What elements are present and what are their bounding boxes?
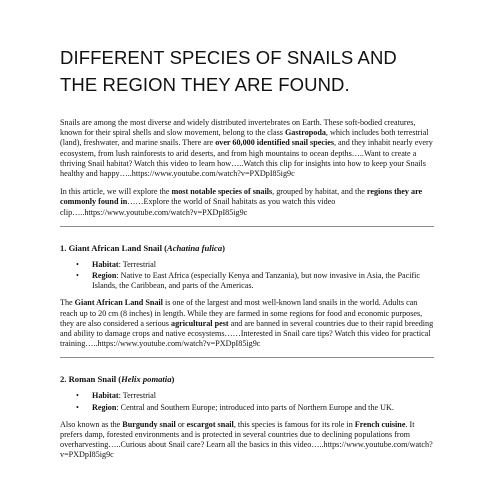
section1-region-value: : Native to East Africa (especially Kenya and Tanzania), but now invasive in Asia, the Pacific Islands, the Caribbean, and parts of the Americas. <box>92 271 421 291</box>
article-paragraph <box>60 187 434 218</box>
section2-heading-suffix: ) <box>171 374 175 385</box>
section2-region-item <box>92 403 434 413</box>
section1-body-text-0: The <box>60 298 75 308</box>
section2-heading <box>60 374 434 385</box>
section1-facts-list <box>60 260 434 292</box>
intro-bold-class: Gastropoda <box>284 128 326 138</box>
section1-heading <box>60 243 434 254</box>
section2-habitat-label: Habitat <box>92 391 119 401</box>
intro-text-2: , which includes both terrestrial (land), freshwater, and marine snails. There are <box>60 128 429 148</box>
section-divider <box>60 226 434 227</box>
section1-habitat-item <box>92 260 434 270</box>
section1-body-text-2: and are banned in several countries due to their rapid breeding and ability to damage crops and native ecosystems……Interested in Snail care tips? Watch this video for practical training…..https://www.youtube.com/watch?v=PXDpI85ig9c <box>60 318 434 349</box>
section1-heading-latin: Achatina fulica <box>166 242 223 253</box>
section2-body-text-1: or <box>175 419 187 429</box>
section2-heading-prefix: 2. Roman Snail ( <box>60 374 122 385</box>
section2-body-bold-1: Burgundy snail <box>122 419 176 429</box>
section1-habitat-label: Habitat <box>92 259 119 269</box>
section2-body-text-3: . It prefers damp, forested environments and is protected in several countries due to declining populations from overharvesting…..Curious about Snail care? Learn all the basics in this video…..https://www.youtube.com/watch?v=PXDpI85ig9c <box>60 419 433 460</box>
section2-region-value: : Central and Southern Europe; introduced into parts of Northern Europe and the UK. <box>116 402 394 412</box>
section2-body <box>60 420 434 461</box>
intro-paragraph <box>60 118 434 179</box>
section2-facts-list <box>60 391 434 412</box>
section1-heading-suffix: ) <box>222 242 225 253</box>
section1-region-item <box>92 271 434 291</box>
section2-heading-latin: Helix pomatia <box>121 374 172 385</box>
section1-habitat-value: : Terrestrial <box>118 259 157 269</box>
section1-region-label: Region <box>92 271 117 281</box>
intro-text-1: Snails are among the most diverse and widely distributed invertebrates on Earth. These soft-bodied creatures, known for their spiral shells and slow movement, belong to the class <box>60 118 416 138</box>
article-text-2: , grouped by habitat, and the <box>272 187 367 197</box>
section1-body-bold-1: Giant African Land Snail <box>74 298 163 308</box>
section-divider <box>60 357 434 358</box>
section2-habitat-value: : Terrestrial <box>118 391 157 401</box>
section1-body-text-1: is one of the largest and most well-known land snails in the world. Adults can reach up to 20 cm (8 inches) in length. While they are farmed in some regions for food and economic purposes, they are also considered a serious <box>60 298 423 328</box>
article-text-1: In this article, we will explore the <box>60 187 172 197</box>
section2-body-bold-3: French cuisine <box>354 419 406 429</box>
section2-region-label: Region <box>92 402 117 412</box>
intro-text-3: , and they inhabit nearly every ecosystem, from lush rainforests to arid deserts, and from high mountains to ocean depths…..Want to create a thriving Snail habitat? Watch this video to learn how…..Watch this clip for insights into how to keep your Snails healthy and happy…..https://www.youtube.com/watch?v=PXDpI85ig9c <box>60 138 433 179</box>
section2-habitat-item <box>92 391 434 401</box>
intro-bold-species-count: over 60,000 identified snail species <box>215 138 334 148</box>
section2-body-text-0: Also known as the <box>60 419 123 429</box>
article-text-3: ……Explore the world of Snail habitats as you watch this video clip…..https://www.youtube.com/watch?v=PXDpI85ig9c <box>60 197 336 217</box>
article-bold-2: regions they are commonly found in <box>60 187 423 207</box>
section2-body-bold-2: escargot snail <box>186 419 234 429</box>
section1-heading-prefix: 1. Giant African Land Snail ( <box>60 242 167 253</box>
section1-body-bold-2: agricultural pest <box>171 318 229 328</box>
section1-body <box>60 298 434 349</box>
page-title: DIFFERENT SPECIES OF SNAILS AND THE REGION THEY ARE FOUND. <box>60 47 397 95</box>
section2-body-text-2: , this species is famous for its role in <box>233 419 355 429</box>
article-bold-1: most notable species of snails <box>171 187 273 197</box>
